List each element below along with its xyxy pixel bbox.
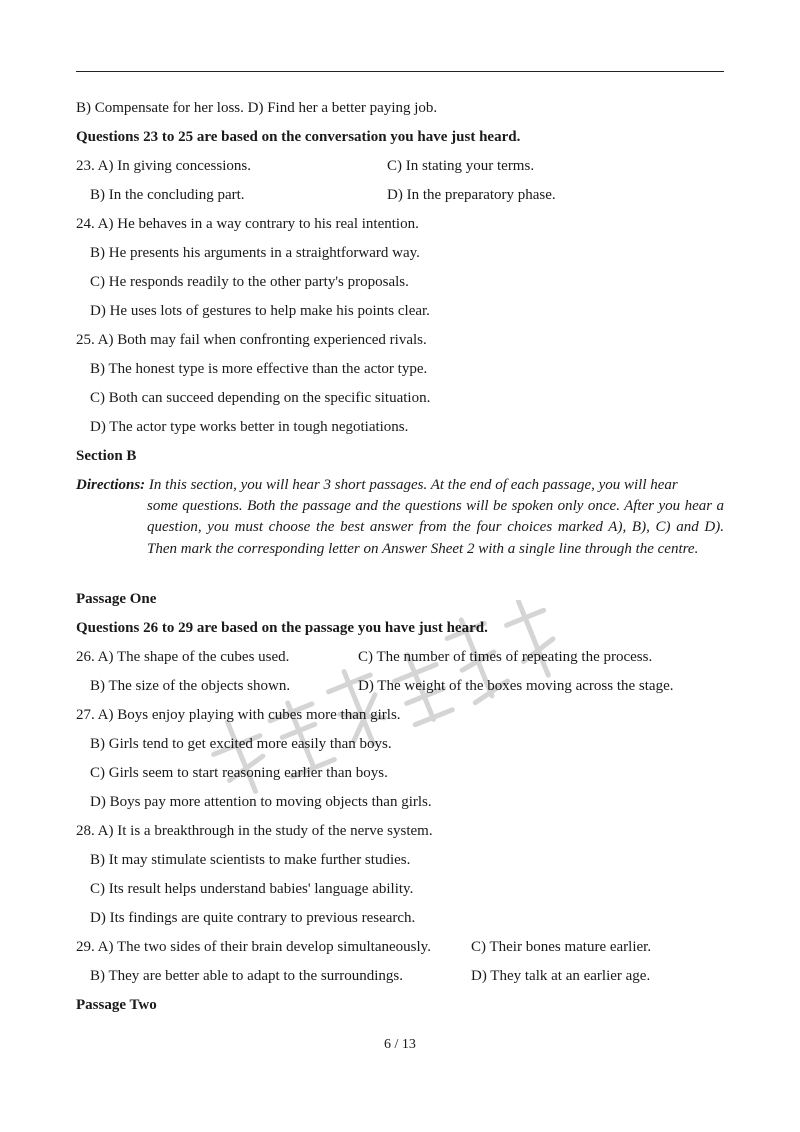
directions-text: some questions. Both the passage and the questions will be spoken only once. After you hear a question, you must choose the best answer from the four choices marked A), B), C) and D). Then mark the corresponding letter on Answer Sheet 2 with a single line through the centre. [147, 498, 724, 557]
q29-option-c: C) Their bones mature earlier. [471, 939, 652, 955]
q28-option-a: 28. A) It is a breakthrough in the study of the nerve system. [76, 823, 433, 839]
q24-option-b: B) He presents his arguments in a straightforward way. [90, 245, 420, 261]
q26-option-b: B) The size of the objects shown. [90, 678, 291, 694]
q27-option-d: D) Boys pay more attention to moving objects than girls. [90, 794, 432, 810]
q28-option-c: C) Its result helps understand babies' language ability. [90, 881, 414, 897]
q23-option-b: B) In the concluding part. [90, 187, 245, 203]
q24-option-c: C) He responds readily to the other party's proposals. [90, 274, 409, 290]
q25-option-b: B) The honest type is more effective than the actor type. [90, 361, 428, 377]
q26-option-c: C) The number of times of repeating the process. [358, 649, 653, 665]
q29-option-b: B) They are better able to adapt to the surroundings. [90, 968, 403, 984]
q25-option-d: D) The actor type works better in tough negotiations. [90, 419, 409, 435]
q23-option-d: D) In the preparatory phase. [387, 187, 556, 203]
section-b-heading: Section B [76, 448, 137, 464]
q28-option-b: B) It may stimulate scientists to make further studies. [90, 852, 411, 868]
page-number: 6 / 13 [384, 1037, 416, 1052]
q28-option-d: D) Its findings are quite contrary to previous research. [90, 910, 416, 926]
q26-option-a: 26. A) The shape of the cubes used. [76, 649, 290, 665]
q23-25-heading: Questions 23 to 25 are based on the conversation you have just heard. [76, 129, 521, 145]
q29-option-a: 29. A) The two sides of their brain develop simultaneously. [76, 939, 431, 955]
q24-option-a: 24. A) He behaves in a way contrary to his real intention. [76, 216, 419, 232]
header-rule [76, 71, 724, 72]
q27-option-c: C) Girls seem to start reasoning earlier than boys. [90, 765, 388, 781]
q23-option-c: C) In stating your terms. [387, 158, 535, 174]
q26-option-d: D) The weight of the boxes moving across the stage. [358, 678, 674, 694]
directions-label: Directions: [76, 477, 146, 493]
q25-option-c: C) Both can succeed depending on the specific situation. [90, 390, 431, 406]
q29-option-d: D) They talk at an earlier age. [471, 968, 651, 984]
q26-29-heading: Questions 26 to 29 are based on the passage you have just heard. [76, 620, 488, 636]
q25-option-a: 25. A) Both may fail when confronting experienced rivals. [76, 332, 427, 348]
q24-option-d: D) He uses lots of gestures to help make his points clear. [90, 303, 430, 319]
passage-two-heading: Passage Two [76, 997, 157, 1013]
directions-first-line: In this section, you will hear 3 short passages. At the end of each passage, you will hear [148, 477, 678, 493]
q27-option-b: B) Girls tend to get excited more easily than boys. [90, 736, 392, 752]
directions-block [76, 475, 724, 560]
top-fragment: B) Compensate for her loss. D) Find her a better paying job. [76, 100, 438, 116]
q27-option-a: 27. A) Boys enjoy playing with cubes more than girls. [76, 707, 401, 723]
passage-one-heading: Passage One [76, 591, 157, 607]
q23-option-a: 23. A) In giving concessions. [76, 158, 251, 174]
